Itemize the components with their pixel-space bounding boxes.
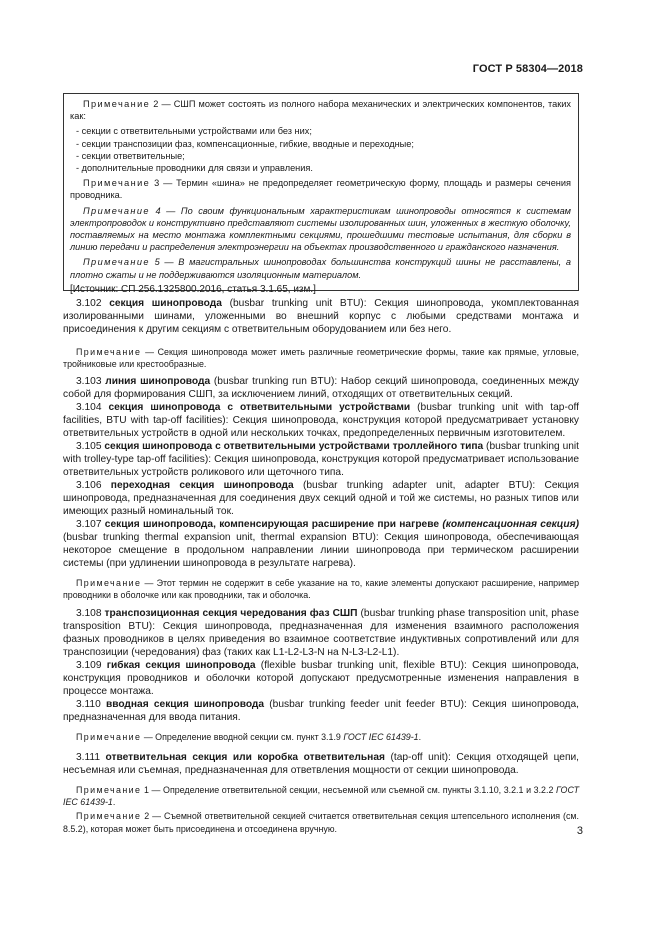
note-2-item: - секции ответвительные; [76, 150, 185, 161]
note-5: Примечание 5 — В магистральных шинопроводах большинства конструкций шины не расставлены, а плотно сжаты и не поддерживаются изоляционным материалом. [70, 257, 571, 280]
note-3: Примечание 3 — Термин «шина» не предопределяет геометрическую форму, площадь и размеры сечения проводника. [70, 178, 571, 201]
notes-box [63, 93, 579, 295]
term-3-104: 3.104 секция шинопровода с ответвительными устройствами (busbar trunking unit with tap-off facilities, BTU with tap-off facilities): Секция шинопровода, конструкция которой предусматривает установку ответвительных устройств в одной или нескольких точках, предопределенных первичным изготовителем. [63, 402, 580, 439]
note-2: Примечание 2 — СШП может состоять из полного набора механических и электрических компонентов, таких как: [70, 99, 571, 122]
note-2-item: - дополнительные проводники для связи и управления. [76, 163, 313, 174]
term-3-111: 3.111 ответвительная секция или коробка ответвительная (tap-off unit): Секция отходящей цепи, несъемная или съемная, предназначенная для ответвления мощности от секции шинопровода. [63, 752, 580, 776]
notes-3-111 [63, 784, 579, 835]
term-3-105: 3.105 секция шинопровода с ответвительными устройствами троллейного типа (busbar trunking unit with trolley-type tap-off facilities): Секция шинопровода, конструкция которой предусматривает использование ответвительных устройств роликового или щеточного типа. [63, 441, 580, 478]
source-citation: [Источник: СП 256.1325800.2016, статья 3.1.65, изм.] [70, 283, 316, 295]
term-3-109: 3.109 гибкая секция шинопровода (flexible busbar trunking unit, flexible BTU): Секция шинопровода, конструкция проводников и оболочки которой допускают предусмотренные изменения направления в процессе монтажа. [63, 660, 579, 697]
note-2-item: - секции транспозиции фаз, компенсационные, гибкие, вводные и переходные; [76, 138, 414, 149]
note-4: Примечание 4 — По своим функциональным характеристикам шинопроводы относятся к системам электропроводок и конструктивно представляют системы изолированных шин, уложенных в жесткую оболочку, поставляемых на место монтажа комплектными секциями, прошедшими тестовые испытания, для сборки в линию передачи и распределения электроэнергии на объектах производственного и гражданского назначения. [70, 205, 571, 253]
term-3-110: 3.110 вводная секция шинопровода (busbar trunking feeder unit feeder BTU): Секция шинопровода, предназначенная для ввода питания. [63, 699, 579, 723]
note-3-111-2: Примечание 2 — Съемной ответвительной секцией считается ответвительная секция штепсельного исполнения (см. 8.5.2), которая может быть присоединена и отсоединена вручную. [63, 811, 579, 834]
document-id: ГОСТ Р 58304—2018 [472, 63, 583, 75]
term-3-102: 3.102 секция шинопровода (busbar trunking unit BTU): Секция шинопровода, укомплектованная изолированными шинами, уложенными во внешний корпус с любыми средствами монтажа и присоединения к другим секциям с ответвительным оборудованием или без него. [63, 298, 579, 335]
note-2-item: - секции с ответвительными устройствами или без них; [76, 126, 312, 137]
page-number: 3 [576, 825, 583, 837]
term-3-108: 3.108 транспозиционная секция чередования фаз СШП (busbar trunking phase transposition unit, phase transposition BTU): Секция шинопровода, предназначенная для изменения взаимного расположения фазных проводников в целях приведения во взаимное соответствие индуктивных сопротивлений или для транспозиции (чередования) фаз (таких как L1-L2-L3-N на N-L3-L2-L1). [63, 608, 579, 658]
note-3-111-1: Примечание 1 — Определение ответвительной секции, несъемной или съемной см. пункты 3.1.10, 3.2.1 и 3.2.2 ГОСТ IEC 61439-1. [63, 785, 579, 808]
terms-3-108-to-3-110 [63, 607, 579, 724]
note-3-107: Примечание — Этот термин не содержит в себе указание на то, какие элементы допускают расширение, например проводники в оболочке или как проводники, так и оболочка. [63, 578, 579, 601]
note-3-102: Примечание — Секция шинопровода может иметь различные геометрические формы, такие как прямые, угловые, тройниковые или крестообразные. [63, 347, 579, 370]
terms-3-103-to-3-107 [63, 375, 579, 570]
term-3-103: 3.103 линия шинопровода (busbar trunking run BTU): Набор секций шинопровода, соединенных между собой для формирования СШП, за исключением линий, отходящих от ответвительных секций. [63, 376, 579, 400]
note-3-110: Примечание — Определение вводной секции см. пункт 3.1.9 ГОСТ IEC 61439-1. [76, 732, 422, 742]
term-3-106: 3.106 переходная секция шинопровода (busbar trunking adapter unit, adapter BTU): Секция шинопровода, предназначенная для соединения двух секций одной и той же системы, но разных типов или имеющих разный номинальный ток. [63, 480, 579, 517]
term-3-107: 3.107 секция шинопровода, компенсирующая расширение при нагреве (компенсационная секция) (busbar trunking thermal expansion unit, thermal expansion BTU): Секция шинопровода, обеспечивающая некоторое смещение в продольном направлении линии шинопровода при термическом расширении системы (при удлинении шинопровода в результате нагрева). [63, 519, 579, 569]
